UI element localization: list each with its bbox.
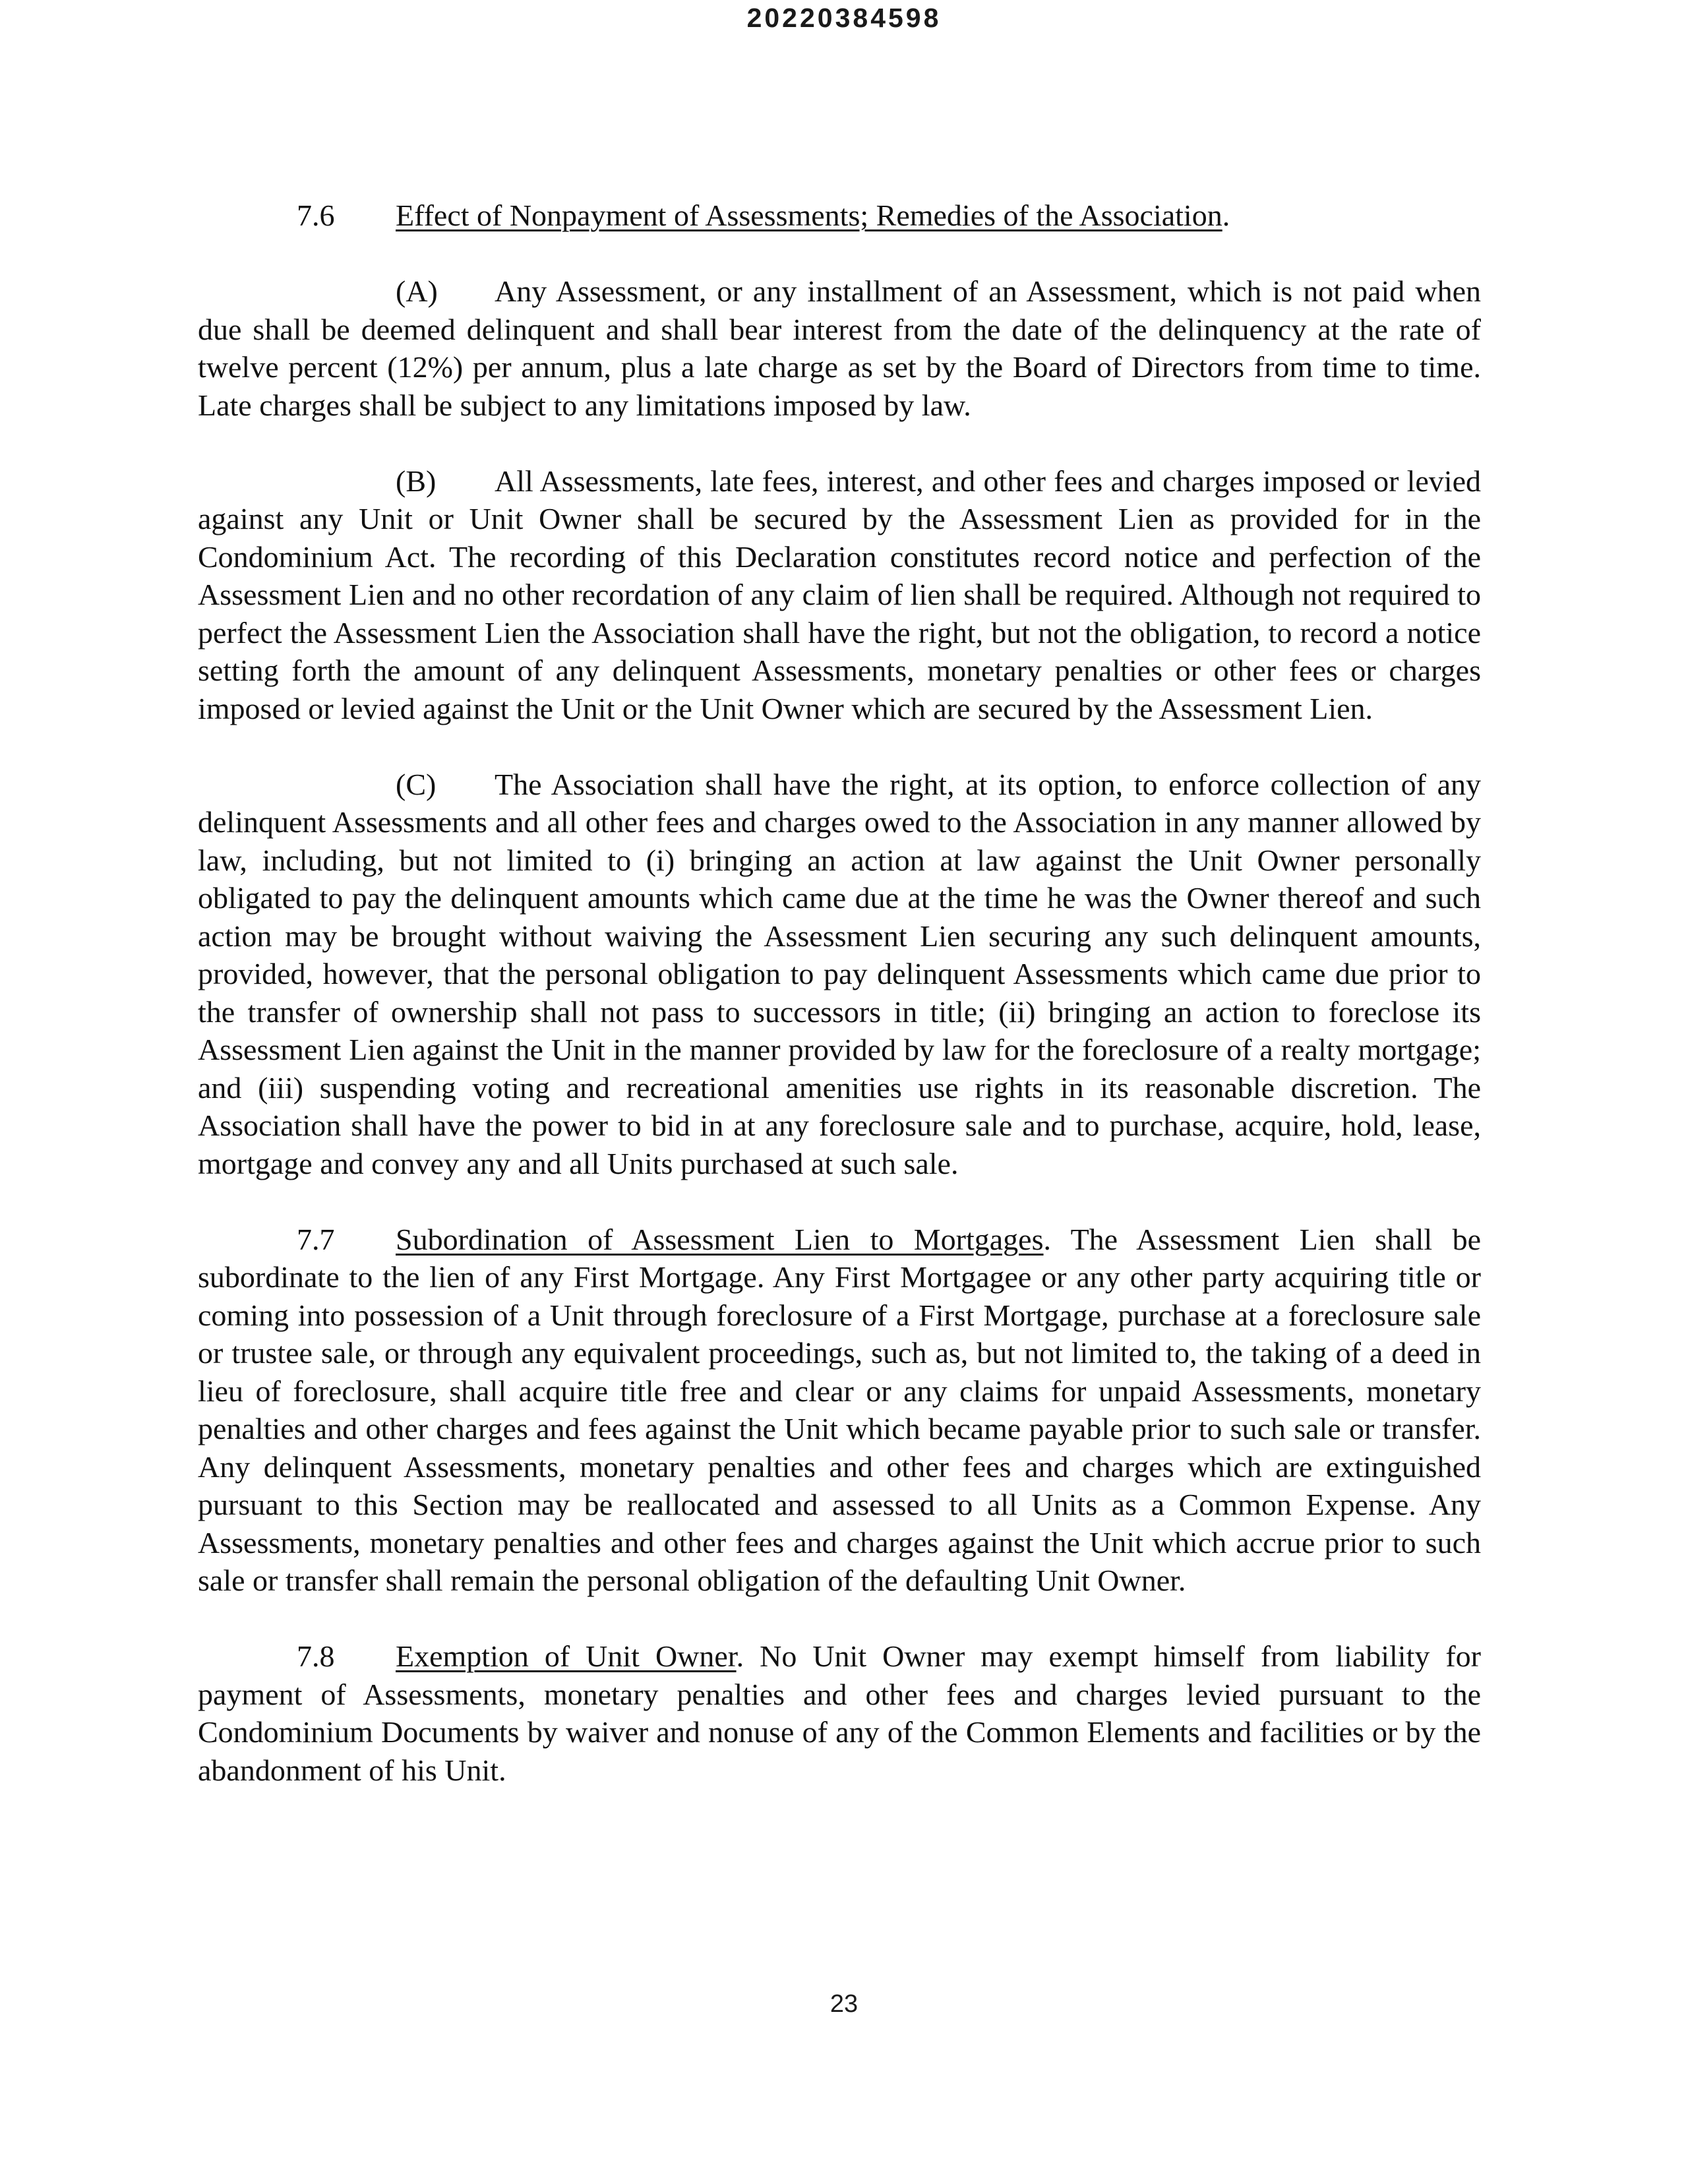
- subsection-text: Any Assessment, or any installment of an Assessment, which is not paid when due shall be deemed delinquent and shall bear interest from the date of the delinquency at the rate of twelve percent (12%) per annum, plus a late charge as set by the Board of Directors from time to time. Late charges shall be subject to any limitations imposed by law.: [198, 274, 1481, 422]
- section-7-6-b: [198, 462, 1481, 728]
- section-title: Subordination of Assessment Lien to Mortgages: [396, 1222, 1044, 1256]
- subsection-label: (B): [396, 464, 437, 498]
- section-title: Exemption of Unit Owner: [396, 1639, 737, 1673]
- section-text: . The Assessment Lien shall be subordinate to the lien of any First Mortgage. Any First Mortgagee or any other party acquiring title or coming into possession of a Unit through foreclosure of a First Mortgage, purchase at a foreclosure sale or trustee sale, or through any equivalent proceedings, such as, but not limited to, the taking of a deed in lieu of foreclosure, shall acquire title free and clear or any claims for unpaid Assessments, monetary penalties and other charges and fees against the Unit which became payable prior to such sale or transfer. Any delinquent Assessments, monetary penalties and other fees and charges which are extinguished pursuant to this Section may be reallocated and assessed to all Units as a Common Expense. Any Assessments, monetary penalties and other fees and charges against the Unit which accrue prior to such sale or transfer shall remain the personal obligation of the defaulting Unit Owner.: [198, 1222, 1481, 1597]
- section-title-period: .: [1222, 198, 1230, 232]
- section-7-6-heading: [198, 197, 1481, 235]
- section-title: Effect of Nonpayment of Assessments; Remedies of the Association: [396, 198, 1222, 232]
- section-number: 7.7: [297, 1222, 335, 1256]
- section-7-6-c: [198, 766, 1481, 1183]
- subsection-label: (C): [396, 767, 437, 801]
- subsection-label: (A): [396, 274, 438, 308]
- document-number: 20220384598: [746, 3, 942, 33]
- page-number: 23: [829, 1990, 859, 2018]
- section-7-7: [198, 1221, 1481, 1600]
- subsection-text: All Assessments, late fees, interest, and other fees and charges imposed or levied against any Unit or Unit Owner shall be secured by the Assessment Lien as provided for in the Condominium Act. The recording of this Declaration constitutes record notice and perfection of the Assessment Lien and no other recordation of any claim of lien shall be required. Although not required to perfect the Assessment Lien the Association shall have the right, but not the obligation, to record a notice setting forth the amount of any delinquent Assessments, monetary penalties or other fees or charges imposed or levied against the Unit or the Unit Owner which are secured by the Assessment Lien.: [198, 464, 1481, 725]
- subsection-text: The Association shall have the right, at its option, to enforce collection of any delinquent Assessments and all other fees and charges owed to the Association in any manner allowed by law, including, but not limited to (i) bringing an action at law against the Unit Owner personally obligated to pay the delinquent amounts which came due at the time he was the Owner thereof and such action may be brought without waiving the Assessment Lien securing any such delinquent amounts, provided, however, that the personal obligation to pay delinquent Assessments which came due prior to the transfer of ownership shall not pass to successors in title; (ii) bringing an action to foreclose its Assessment Lien against the Unit in the manner provided by law for the foreclosure of a realty mortgage; and (iii) suspending voting and recreational amenities use rights in its reasonable discretion. The Association shall have the power to bid in at any foreclosure sale and to purchase, acquire, hold, lease, mortgage and convey any and all Units purchased at such sale.: [198, 767, 1481, 1180]
- document-body: [198, 197, 1481, 1789]
- section-number: 7.8: [297, 1639, 335, 1673]
- section-7-8: [198, 1637, 1481, 1789]
- section-text: . No Unit Owner may exempt himself from liability for payment of Assessments, monetary penalties and other fees and charges levied pursuant to the Condominium Documents by waiver and nonuse of any of the Common Elements and facilities or by the abandonment of his Unit.: [198, 1639, 1481, 1787]
- section-number: 7.6: [297, 198, 335, 232]
- section-7-6-a: [198, 272, 1481, 424]
